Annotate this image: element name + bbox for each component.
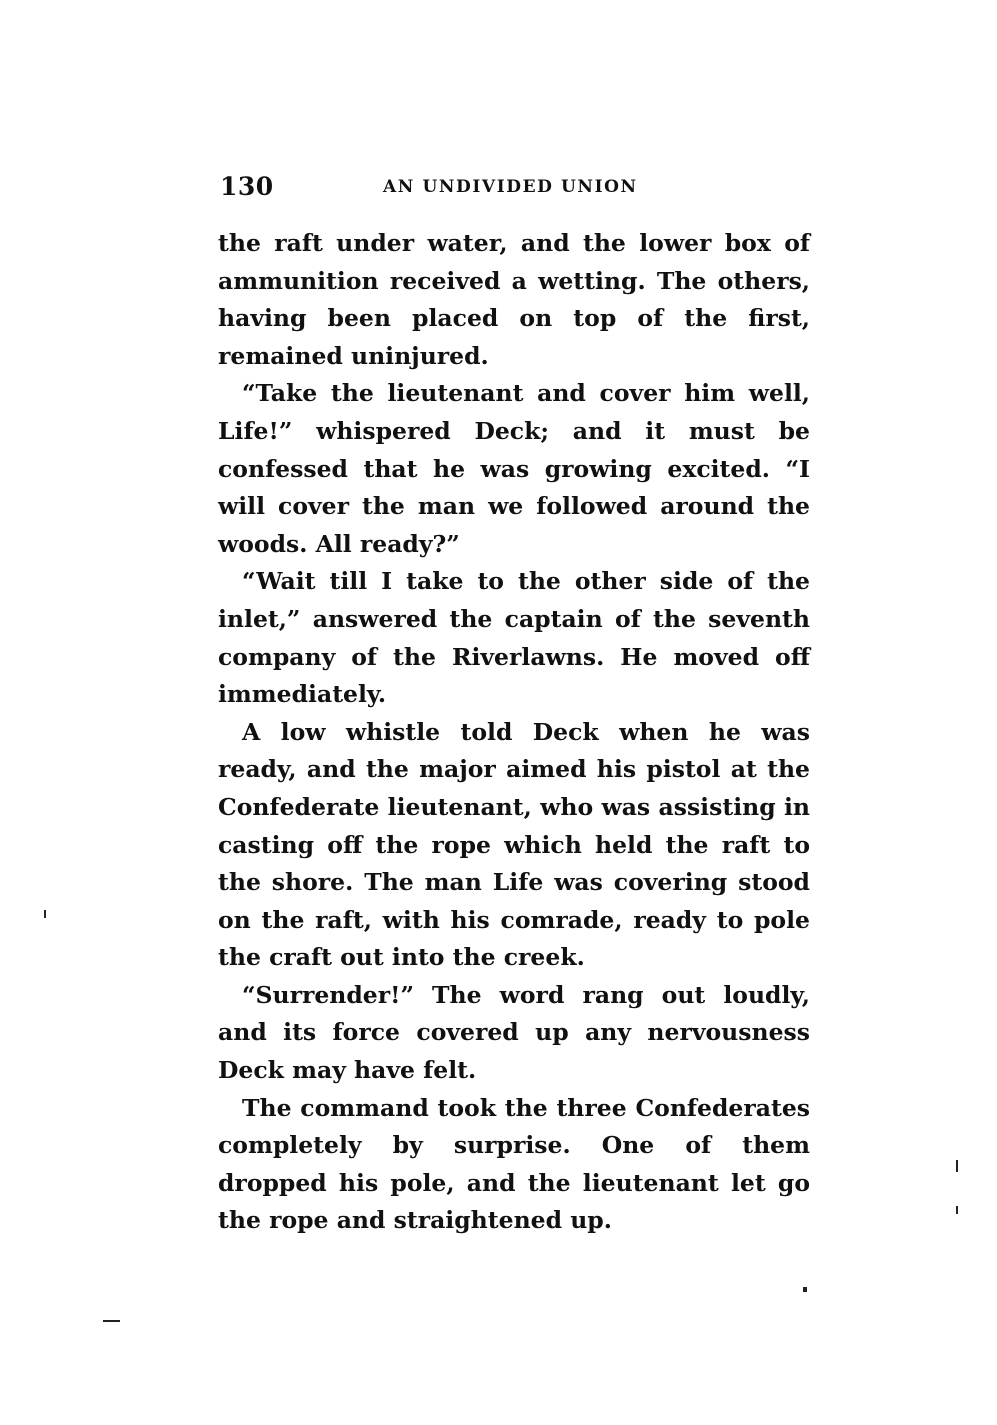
page-number: 130	[220, 172, 274, 201]
paragraph-2: “Take the lieutenant and cover him well, Life!” whispered Deck; and it must be confessed that he was growing excited. “I will cover the man we followed around the woods. All ready?”	[218, 379, 810, 558]
paragraph-1: the raft under water, and the lower box of ammunition received a wetting. The others, having been placed on top of the first, remained uninjured.	[218, 229, 810, 370]
body-text	[218, 225, 810, 1240]
paragraph-5: “Surrender!” The word rang out loudly, and its force covered up any nervousness Deck may have felt.	[218, 980, 810, 1085]
scan-mark	[103, 1320, 120, 1322]
running-head: AN UNDIVIDED UNION	[383, 177, 638, 197]
scan-mark	[956, 1160, 958, 1172]
scan-mark	[956, 1206, 958, 1214]
paragraph-3: “Wait till I take to the other side of the inlet,” answered the captain of the seventh company of the Riverlawns. He moved off immediately.	[218, 567, 810, 709]
scan-mark	[44, 910, 46, 918]
scan-mark	[803, 1287, 807, 1292]
paragraph-4: A low whistle told Deck when he was ready, and the major aimed his pistol at the Confederate lieutenant, who was assisting in casting off the rope which held the raft to the shore. The man Life was covering stood on the raft, with his comrade, ready to pole the craft out into the creek.	[218, 717, 810, 972]
paragraph-6: The command took the three Confederates completely by surprise. One of them dropped his pole, and the lieutenant let go the rope and straightened up.	[218, 1093, 810, 1235]
